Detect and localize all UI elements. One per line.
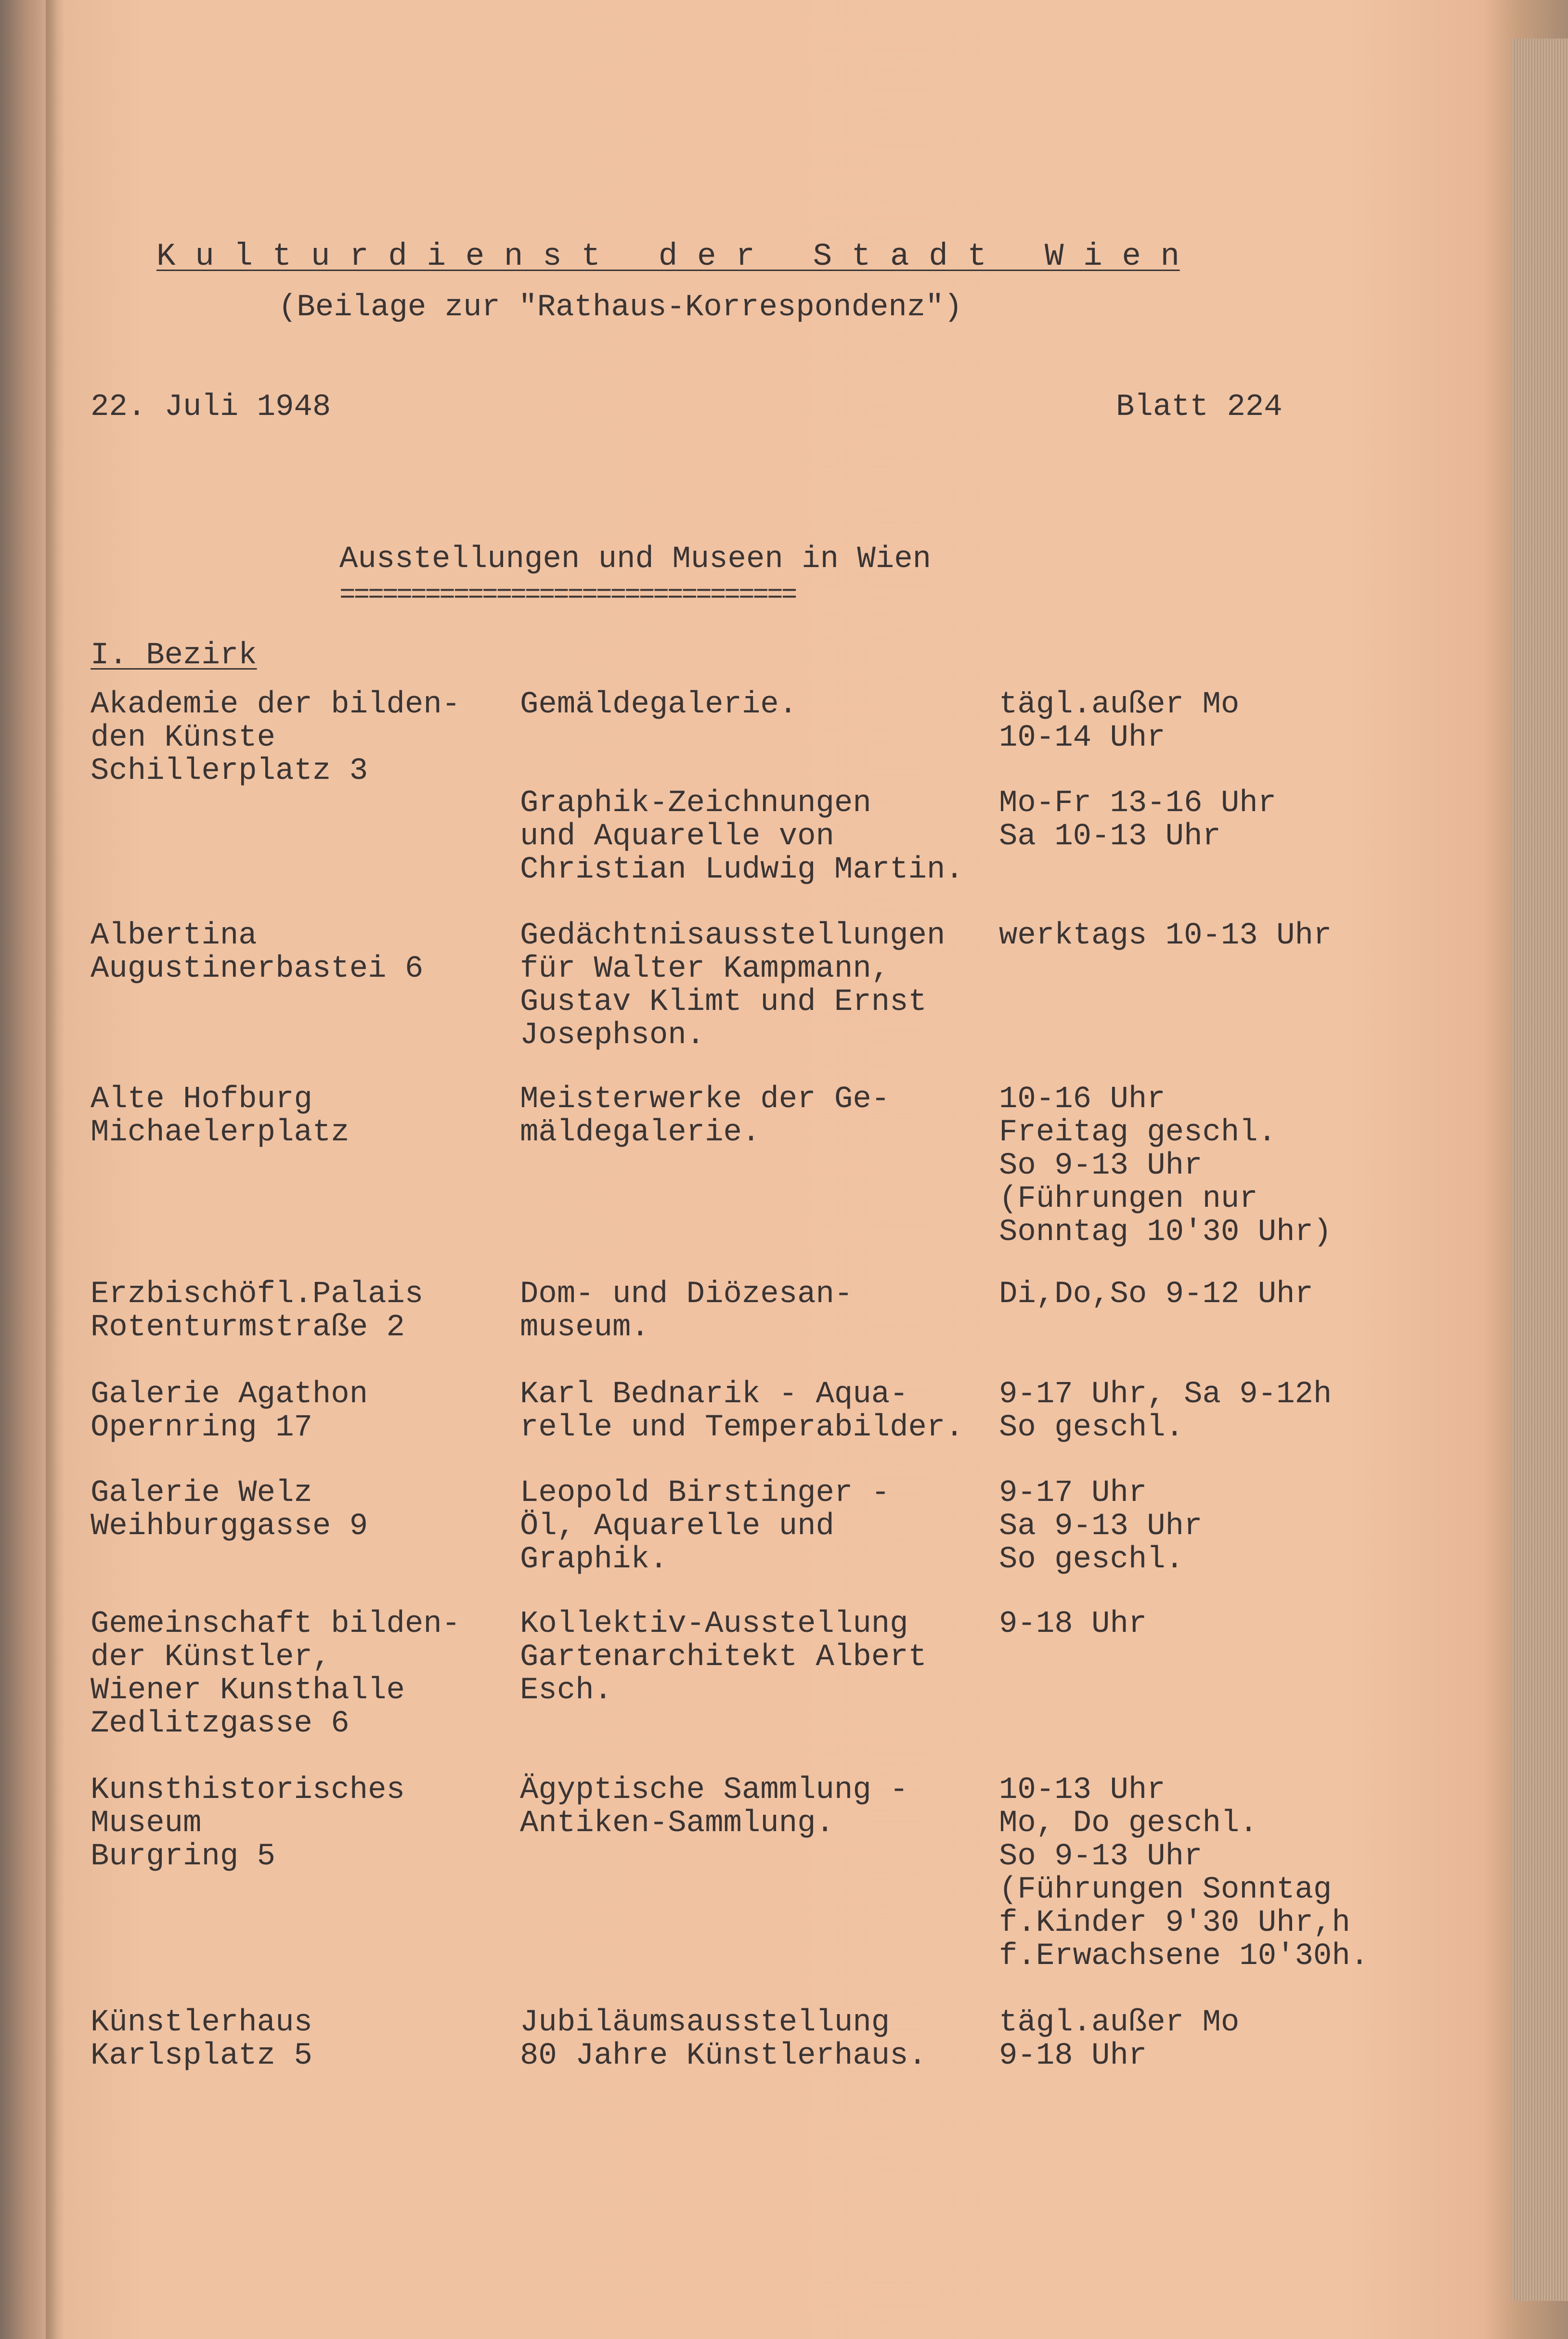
hours-akademie-1: tägl.außer Mo 10-14 Uhr bbox=[999, 687, 1240, 755]
page-title: Ausstellungen und Museen in Wien bbox=[339, 542, 931, 577]
venue-alte-hofburg: Alte Hofburg Michaelerplatz bbox=[91, 1082, 350, 1150]
hours-kunsthistorisches-museum: 10-13 Uhr Mo, Do geschl. So 9-13 Uhr (Führungen Sonntag f.Kinder 9'30 Uhr,h f.Erwachsene 10'30h. bbox=[999, 1773, 1369, 1974]
hours-galerie-welz: 9-17 Uhr Sa 9-13 Uhr So geschl. bbox=[999, 1476, 1203, 1577]
venue-kunsthalle: Gemeinschaft bilden- der Künstler, Wiener Kunsthalle Zedlitzgasse 6 bbox=[91, 1607, 461, 1741]
hours-dom-museum: Di,Do,So 9-12 Uhr bbox=[999, 1277, 1313, 1312]
spine-shadow bbox=[46, 0, 65, 2339]
title-underline: ================================ bbox=[339, 582, 796, 610]
hours-alte-hofburg: 10-16 Uhr Freitag geschl. So 9-13 Uhr (Führungen nur Sonntag 10'30 Uhr) bbox=[999, 1082, 1332, 1250]
hours-akademie-2: Mo-Fr 13-16 Uhr Sa 10-13 Uhr bbox=[999, 786, 1277, 854]
exhibition-galerie-welz: Leopold Birstinger - Öl, Aquarelle und Graphik. bbox=[520, 1476, 890, 1577]
venue-kuenstlerhaus: Künstlerhaus Karlsplatz 5 bbox=[91, 2005, 312, 2073]
exhibition-akademie-1: Gemäldegalerie. bbox=[520, 687, 798, 722]
subtitle: (Beilage zur "Rathaus-Korrespondenz") bbox=[278, 290, 963, 325]
masthead: K u l t u r d i e n s t d e r S t a d t W i e n bbox=[156, 238, 1180, 274]
hours-galerie-agathon: 9-17 Uhr, Sa 9-12h So geschl. bbox=[999, 1377, 1332, 1445]
exhibition-alte-hofburg: Meisterwerke der Ge- mäldegalerie. bbox=[520, 1082, 890, 1150]
venue-galerie-welz: Galerie Welz Weihburggasse 9 bbox=[91, 1476, 368, 1544]
exhibition-albertina: Gedächtnisausstellungen für Walter Kampmann, Gustav Klimt und Ernst Josephson. bbox=[520, 918, 946, 1053]
venue-akademie: Akademie der bilden- den Künste Schillerplatz 3 bbox=[91, 687, 461, 788]
hours-kunsthalle: 9-18 Uhr bbox=[999, 1607, 1147, 1641]
venue-erzbischoefl-palais: Erzbischöfl.Palais Rotenturmstraße 2 bbox=[91, 1277, 424, 1345]
district-heading: I. Bezirk bbox=[91, 638, 257, 673]
venue-galerie-agathon: Galerie Agathon Opernring 17 bbox=[91, 1377, 368, 1445]
exhibition-dom-museum: Dom- und Diözesan- museum. bbox=[520, 1277, 853, 1345]
sheet-number: Blatt 224 bbox=[1116, 390, 1283, 425]
hours-albertina: werktags 10-13 Uhr bbox=[999, 918, 1332, 953]
exhibition-akademie-2: Graphik-Zeichnungen und Aquarelle von Christian Ludwig Martin. bbox=[520, 786, 964, 887]
page-edges bbox=[1512, 39, 1568, 2301]
venue-albertina: Albertina Augustinerbastei 6 bbox=[91, 918, 424, 986]
exhibition-kunsthistorisches-museum: Ägyptische Sammlung - Antiken-Sammlung. bbox=[520, 1773, 908, 1841]
exhibition-galerie-agathon: Karl Bednarik - Aqua- relle und Temperabilder. bbox=[520, 1377, 964, 1445]
exhibition-kuenstlerhaus: Jubiläumsausstellung 80 Jahre Künstlerhaus. bbox=[520, 2005, 927, 2073]
hours-kuenstlerhaus: tägl.außer Mo 9-18 Uhr bbox=[999, 2005, 1240, 2073]
date: 22. Juli 1948 bbox=[91, 390, 331, 425]
exhibition-kunsthalle: Kollektiv-Ausstellung Gartenarchitekt Albert Esch. bbox=[520, 1607, 927, 1708]
venue-kunsthistorisches-museum: Kunsthistorisches Museum Burgring 5 bbox=[91, 1773, 405, 1874]
